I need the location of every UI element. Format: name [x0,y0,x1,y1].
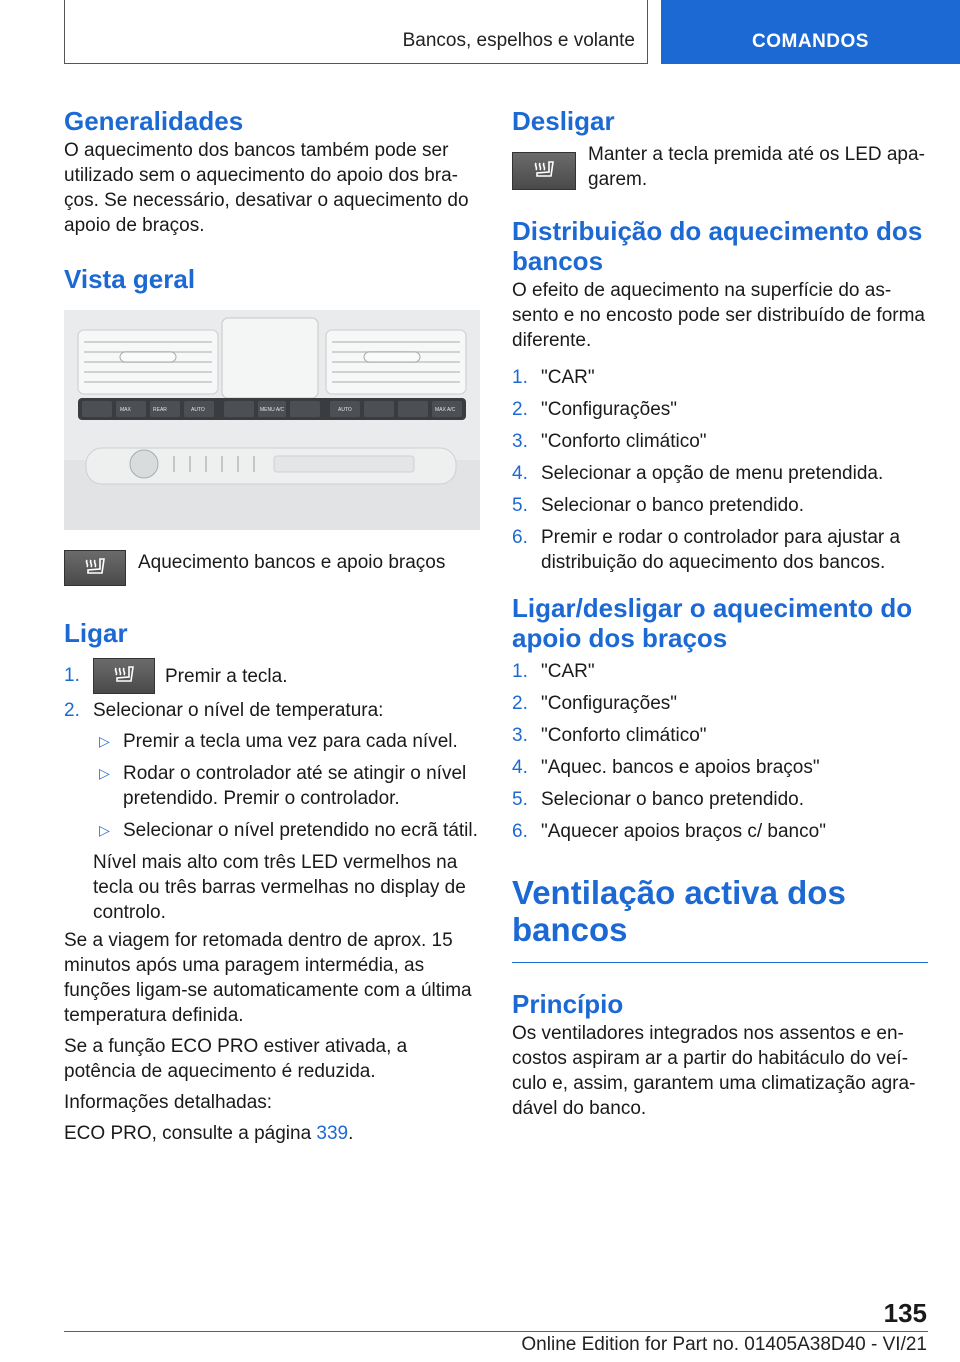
section-title: Bancos, espelhos e volante [402,30,635,51]
ligar-bullets [64,729,482,843]
right-column [512,100,928,1121]
list-item: 4. "Aquec. bancos e apoios braços" [512,757,820,778]
list-item: 5. Selecionar o banco pretendido. [512,495,805,516]
generalidades-text: O aquecimento dos bancos também pode ser utilizado sem o aquecimento do apoio dos braços. Se necessário, desativar o aquecimento do apoio de braços. [64,140,469,236]
seat-heating-icon[interactable] [93,658,155,694]
panel-label-5: AUTO [338,407,352,413]
list-item: 1. "CAR" [512,367,595,388]
page-number: 135 [883,1298,927,1328]
chapter-tab[interactable] [661,0,960,64]
list-item: 1. "CAR" [512,661,595,682]
list-item: 6. Premir e rodar o controlador para ajustar a distribuição do aquecimento dos bancos. [512,527,901,573]
seat-heating-icon [64,550,126,586]
principio-text: Os ventiladores integrados nos assentos e encostos aspiram ar a partir do habitáculo do veículo e, assim, garantem uma climatização agradável do banco. [512,1023,916,1119]
ligar-steps [64,658,482,723]
heading-principio: Princípio [512,989,624,1019]
heading-ventilacao: Ventilação activa dos bancos [512,874,846,948]
heading-desligar: Desligar [512,106,615,136]
panel-label-2: REAR [153,407,167,413]
distribuicao-text: O efeito de aquecimento na superfície do assento e no encosto pode ser distribuído de forma diferente. [512,280,925,351]
list-item: 2. "Configurações" [512,399,678,420]
ligar-para4: ECO PRO, consulte a página 339. [64,1123,354,1144]
left-column [64,100,482,1146]
list-item: 2. Selecionar o nível de temperatura: [64,700,384,721]
seat-heating-icon [512,152,576,190]
footer-divider [64,1331,928,1332]
heading-generalidades: Generalidades [64,106,244,136]
desligar-row [512,144,928,192]
panel-label-6: MAX A/C [435,407,456,413]
list-item: 1. Premir a tecla. [64,658,482,694]
chapter-tab-label: COMANDOS [752,31,869,52]
heading-vista-geral: Vista geral [64,264,196,294]
panel-label-1: MAX [120,407,131,413]
list-item: 5. Selecionar o banco pretendido. [512,789,805,810]
panel-label-4: MENU A/C [260,407,285,413]
distribuicao-steps [512,365,928,575]
list-item: ▷ Premir a tecla uma vez para cada nível. [99,731,458,752]
list-item: 3. "Conforto climático" [512,725,707,746]
list-item: 4. Selecionar a opção de menu pretendida. [512,463,884,484]
heading-apoio: Ligar/desligar o aquecimento do apoio dos braços [512,593,913,653]
list-item: ▷ Selecionar o nível pretendido no ecrã tátil. [99,820,478,841]
list-item: 3. "Conforto climático" [512,431,707,452]
panel-label-3: AUTO [191,407,205,413]
caption-row [64,550,482,586]
header-box [64,0,648,64]
heading-ligar: Ligar [64,618,128,648]
heading-distribuicao: Distribuição do aquecimento dos bancos [512,216,923,276]
page-link[interactable]: 339 [316,1123,349,1144]
section-divider [512,962,928,963]
list-item: 6. "Aquecer apoios braços c/ banco" [512,821,826,842]
ligar-para2: Se a função ECO PRO estiver ativada, a potência de aquecimento é reduzida. [64,1036,408,1082]
ligar-para3: Informações detalhadas: [64,1092,273,1113]
climate-panel-illustration [64,310,480,530]
caption-text: Aquecimento bancos e apoio braços [138,552,446,573]
ligar-para1: Se a viagem for retomada dentro de aprox. 15 minutos após uma paragem intermédia, as funções ligam-se automaticamente com a última temperatura definida. [64,930,472,1026]
list-item: ▷ Rodar o controlador até se atingir o nível pretendido. Premir o controlador. [99,763,467,809]
ligar-note: Nível mais alto com três LED vermelhos na tecla ou três barras vermelhas no display de controlo. [93,852,466,923]
desligar-text: Manter a tecla premida até os LED apagarem. [588,144,925,190]
edition-text: Online Edition for Part no. 01405A38D40 - VI/21 [521,1334,927,1355]
list-item: 2. "Configurações" [512,693,678,714]
apoio-steps [512,659,928,844]
